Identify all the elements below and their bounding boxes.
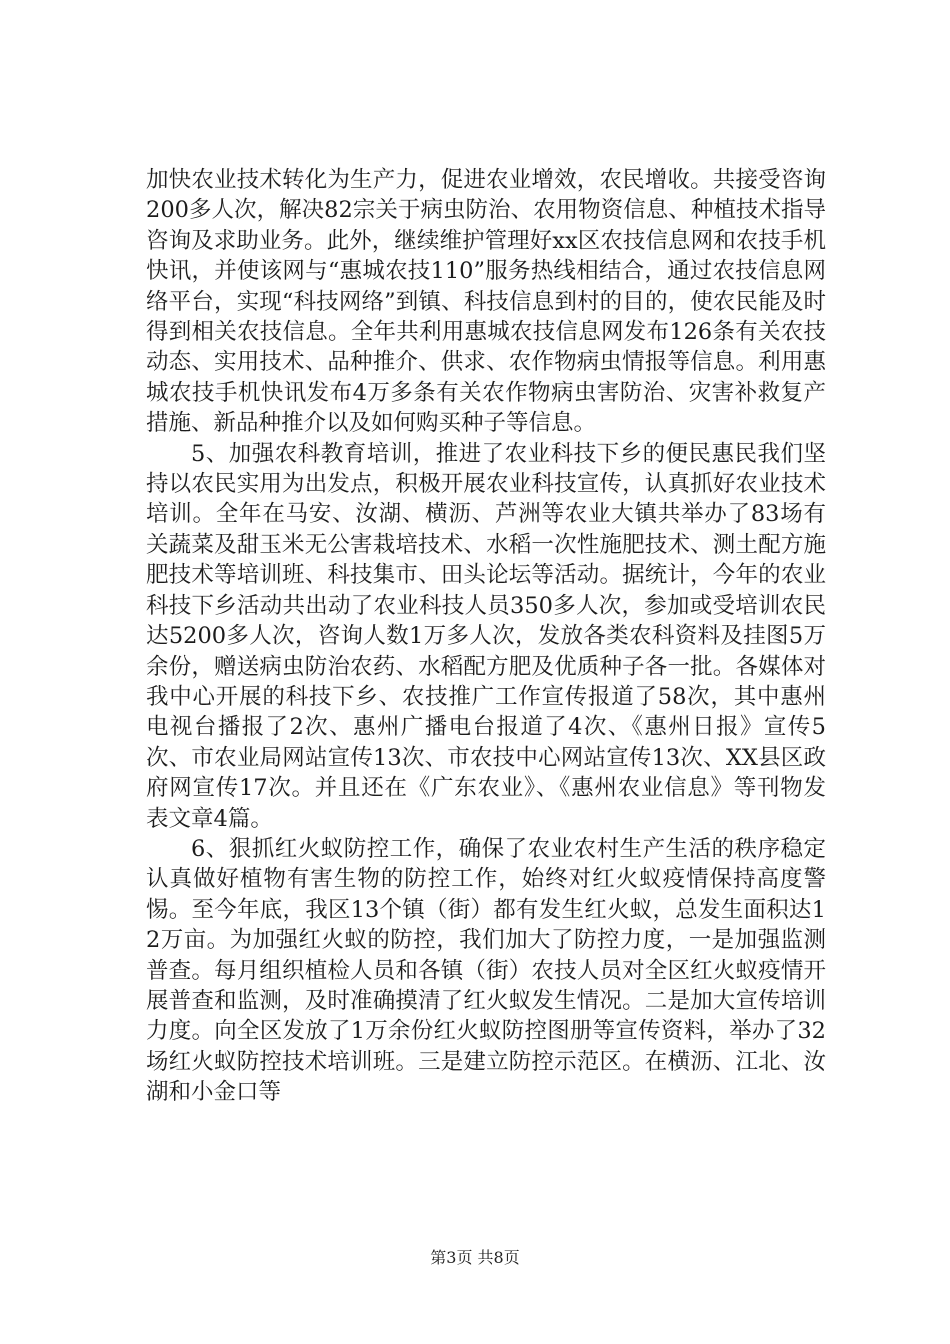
page-footer: 第3页 共8页 bbox=[430, 1248, 520, 1267]
paragraph-item-5: 5、加强农科教育培训，推进了农业科技下乡的便民惠民我们坚持以农民实用为出发点，积极开展农业科技宣传，认真抓好农业技术培训。全年在马安、汝湖、横沥、芦洲等农业大镇共举办了83场有关蔬菜及甜玉米无公害栽培技术、水稻一次性施肥技术、测土配方施肥技术等培训班、科技集市、田头论坛等活动。据统计，今年的农业科技下乡活动共出动了农业科技人员350多人次，参加或受培训农民达5200多人次，咨询人数1万多人次，发放各类农科资料及挂图5万余份，赠送病虫防治农药、水稻配方肥及优质种子各一批。各媒体对我中心开展的科技下乡、农技推广工作宣传报道了58次，其中惠州电视台播报了2次、惠州广播电台报道了4次、《惠州日报》宣传5次、市农业局网站宣传13次、市农技中心网站宣传13次、XX县区政府网宣传17次。并且还在《广东农业》、《惠州农业信息》等刊物发表文章4篇。 bbox=[146, 440, 826, 832]
paragraph-item-6: 6、狠抓红火蚁防控工作，确保了农业农村生产生活的秩序稳定认真做好植物有害生物的防控工作，始终对红火蚁疫情保持高度警惕。至今年底，我区13个镇（街）都有发生红火蚁，总发生面积达12万亩。为加强红火蚁的防控，我们加大了防控力度，一是加强监测普查。每月组织植检人员和各镇（街）农技人员对全区红火蚁疫情开展普查和监测，及时准确摸清了红火蚁发生情况。二是加大宣传培训力度。向全区发放了1万余份红火蚁防控图册等宣传资料，举办了32场红火蚁防控技术培训班。三是建立防控示范区。在横沥、江北、汝湖和小金口等 bbox=[146, 835, 826, 1106]
document-body bbox=[146, 165, 826, 1108]
paragraph-continuation: 加快农业技术转化为生产力，促进农业增效，农民增收。共接受咨询200多人次，解决82宗关于病虫防治、农用物资信息、种植技术指导咨询及求助业务。此外，继续维护管理好xx区农技信息网和农技手机快讯，并使该网与“惠城农技110”服务热线相结合，通过农技信息网络平台，实现“科技网络”到镇、科技信息到村的目的，使农民能及时得到相关农技信息。全年共利用惠城农技信息网发布126条有关农技动态、实用技术、品种推介、供求、农作物病虫情报等信息。利用惠城农技手机快讯发布4万多条有关农作物病虫害防治、灾害补救复产措施、新品种推介以及如何购买种子等信息。 bbox=[146, 167, 826, 437]
